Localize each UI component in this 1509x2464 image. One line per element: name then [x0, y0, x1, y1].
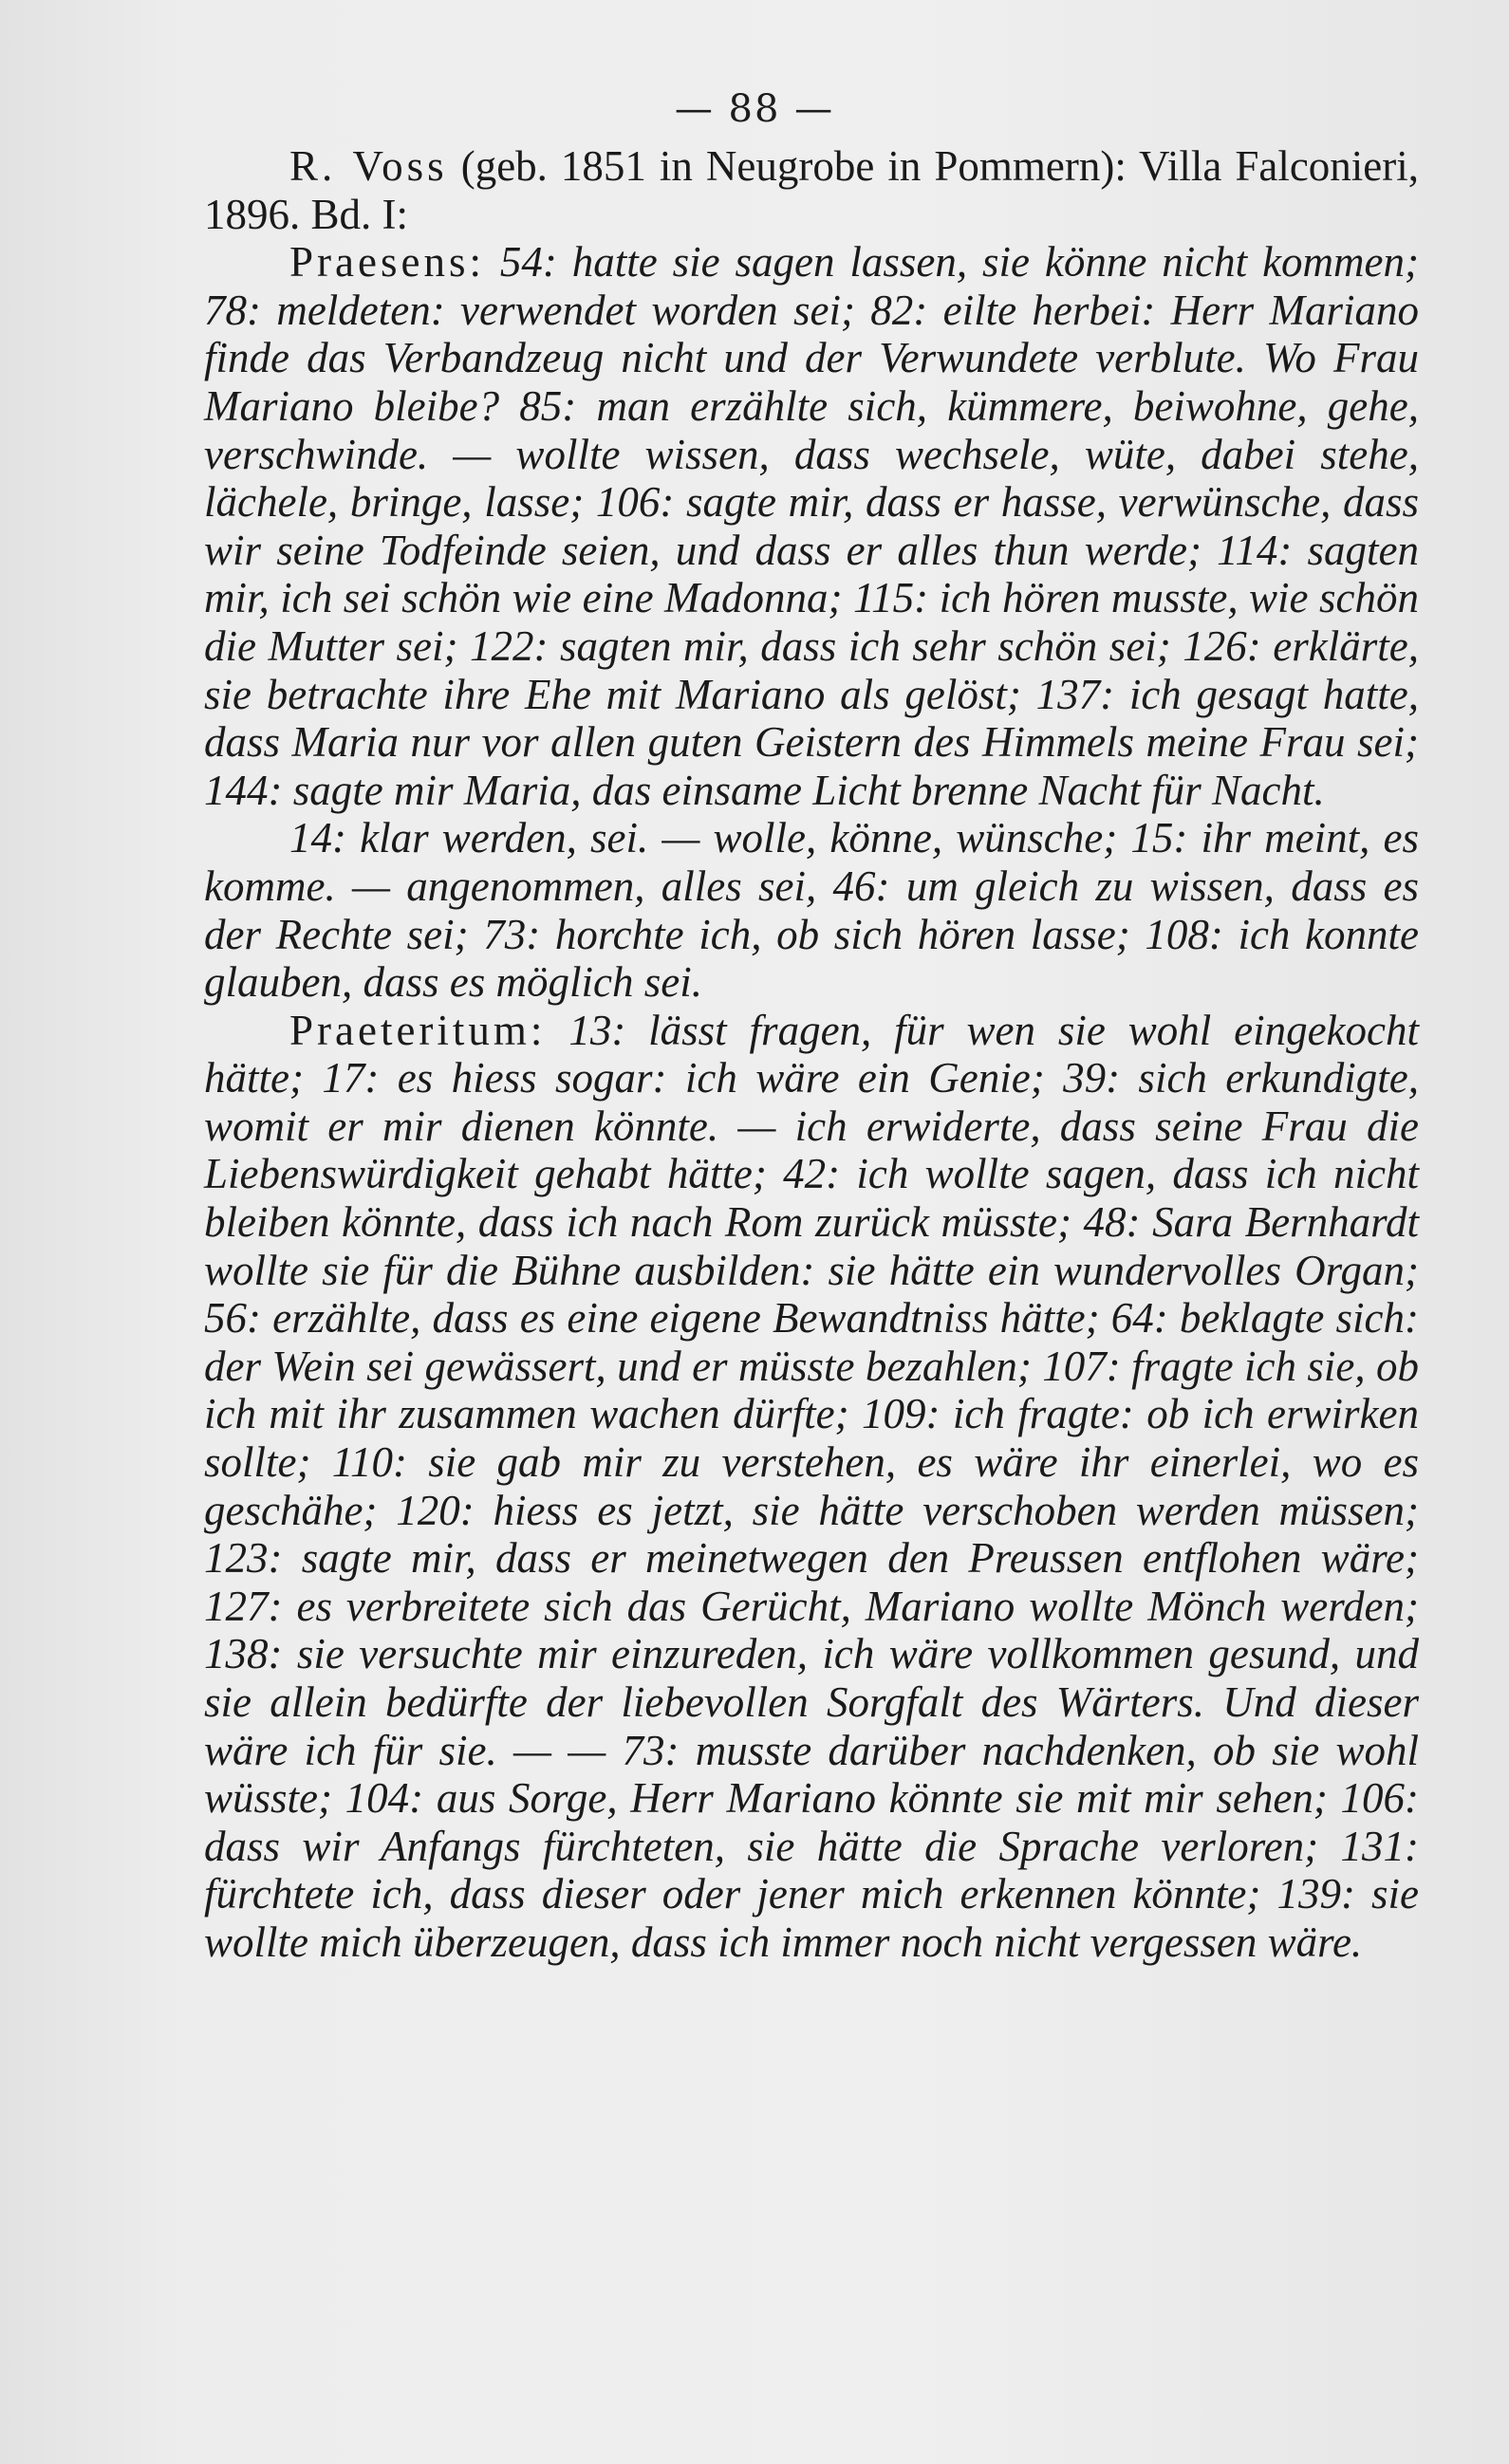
page-number: — 88 — — [674, 87, 835, 131]
praeteritum-text: 13: lässt fragen, für wen sie wohl eingekocht hätte; 17: es hiess sogar: ich wäre ein Genie; 39: sich erkundigte, womit er mir dienen könnte. — ich erwiderte, dass seine Frau die Liebenswürdigkeit gehabt hätte; 42: ich wollte sagen, dass ich nicht bleiben könnte, dass ich nach Rom zurück müsste; 48: Sara Bernhardt wollte sie für die Bühne ausbilden: sie hätte ein wundervolles Organ; 56: erzählte, dass es eine eigene Bewandtniss hätte; 64: beklagte sich: der Wein sei gewässert, und er müsste bezahlen; 107: fragte ich sie, ob ich mit ihr zusammen wachen dürfte; 109: ich fragte: ob ich erwirken sollte; 110: sie gab mir zu verstehen, es wäre ihr einerlei, wo es geschähe; 120: hiess es jetzt, sie hätte verschoben werden müssen; 123: sagte mir, dass er meinetwegen den Preussen entflohen wäre; 127: es verbreitete sich das Gerücht, Mariano wollte Mönch werden; 138: sie versuchte mir einzureden, ich wäre vollkommen gesund, und sie allein bedürfte der liebevollen Sorgfalt des Wärters. Und dieser wäre ich für sie. — — 73: musste darüber nachdenken, ob sie wohl wüsste; 104: aus Sorge, Herr Mariano könnte sie mit mir sehen; 106: dass wir Anfangs fürchteten, sie hätte die Sprache verloren; 131: fürchtete ich, dass dieser oder jener mich erkennen könnte; 139: sie wollte mich überzeugen, dass ich immer noch nicht vergessen wäre. — [204, 1006, 1419, 1966]
section-heading-praesens: Praesens: — [289, 238, 485, 287]
header-paragraph — [204, 142, 1419, 238]
praesens-text: 54: hatte sie sagen lassen, sie könne nicht kommen; 78: meldeten: verwendet worden sei; 82: eilte herbei: Herr Mariano finde das Verbandzeug nicht und der Verwundete verblute. Wo Frau Mariano bleibe? 85: man erzählte sich, kümmere, beiwohne, gehe, verschwinde. — wollte wissen, dass wechsele, wüte, dabei stehe, lächele, bringe, lasse; 106: sagte mir, dass er hasse, verwünsche, dass wir seine Todfeinde seien, und dass er alles thun werde; 114: sagten mir, ich sei schön wie eine Madonna; 115: ich hören musste, wie schön die Mutter sei; 122: sagten mir, dass ich sehr schön sei; 126: erklärte, sie betrachte ihre Ehe mit Mariano als gelöst; 137: ich gesagt hatte, dass Maria nur vor allen guten Geistern des Himmels meine Frau sei; 144: sagte mir Maria, das einsame Licht brenne Nacht für Nacht. — [204, 238, 1419, 814]
praesens-continued-paragraph — [204, 814, 1419, 1006]
praeteritum-paragraph — [204, 1007, 1419, 1967]
text-block — [204, 142, 1419, 1967]
praesens-paragraph — [204, 238, 1419, 814]
praesens-continued-text: 14: klar werden, sei. — wolle, könne, wünsche; 15: ihr meint, es komme. — angenommen, alles sei, 46: um gleich zu wissen, dass es der Rechte sei; 73: horchte ich, ob sich hören lasse; 108: ich konnte glauben, dass es möglich sei. — [204, 814, 1419, 1007]
birth-info: (geb. 1851 in Neugrobe in Pommern): — [460, 142, 1127, 190]
author-name: R. Voss — [289, 142, 448, 190]
section-heading-praeteritum: Praeteritum: — [289, 1006, 547, 1054]
work-title: Villa Falconieri, 1896. Bd. I: — [204, 142, 1420, 238]
